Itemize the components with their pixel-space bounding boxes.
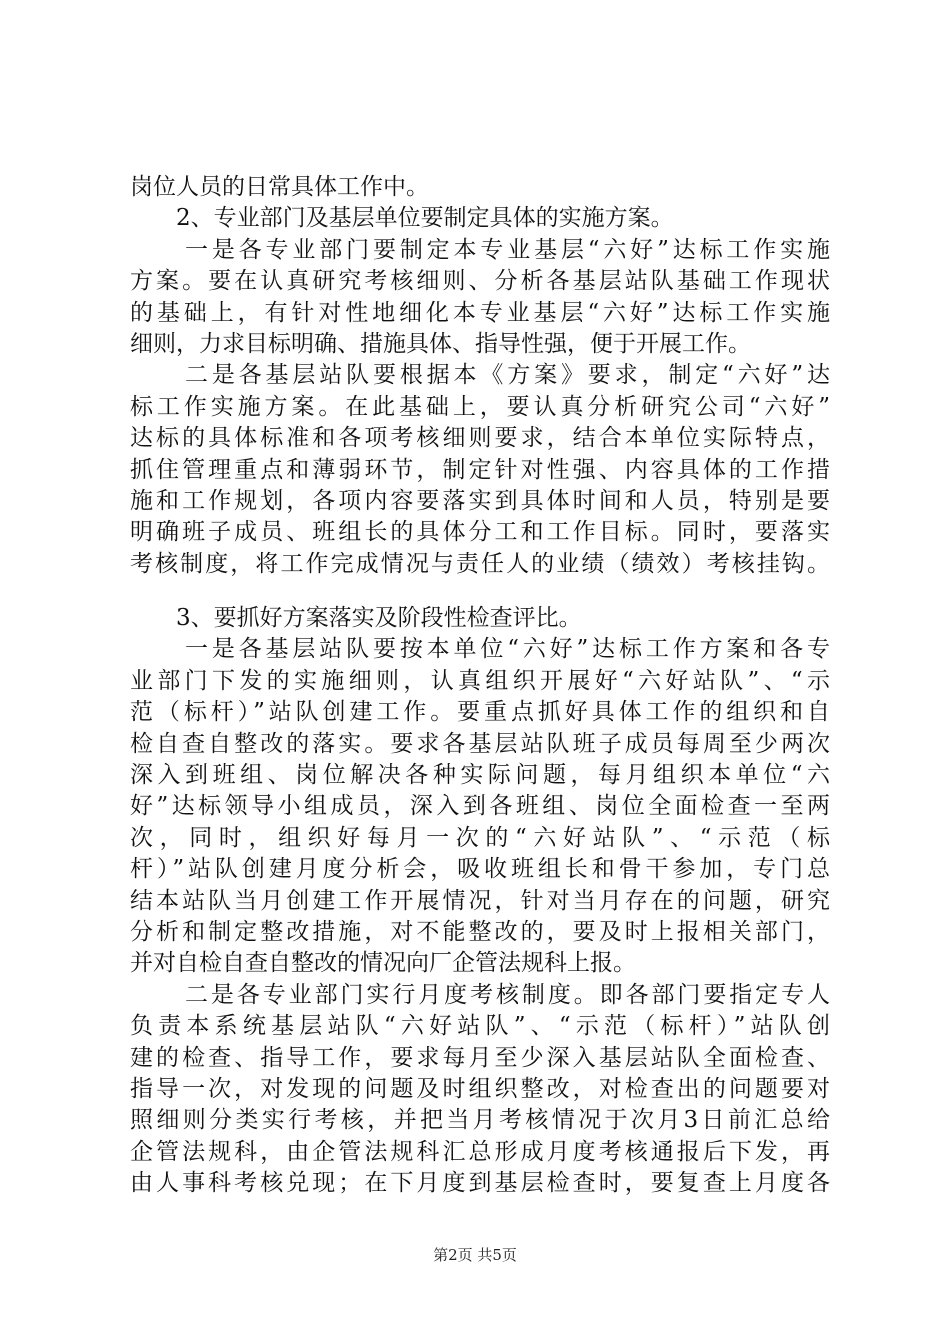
text-line: 好”达标领导小组成员，深入到各班组、岗位全面检查一至两 (130, 793, 830, 820)
text-line: 明确班子成员、班组长的具体分工和工作目标。同时，要落实 (130, 519, 830, 546)
text-line: 方案。要在认真研究考核细则、分析各基层站队基础工作现状 (130, 268, 830, 295)
text-line: 考核制度，将工作完成情况与责任人的业绩（绩效）考核挂钩。 (130, 550, 830, 577)
text-line: 建的检查、指导工作，要求每月至少深入基层站队全面检查、 (130, 1044, 830, 1071)
text-line: 杆）”站队创建月度分析会，吸收班组长和骨干参加，专门总 (130, 856, 830, 883)
text-line: 3、要抓好方案落实及阶段性检查评比。 (176, 605, 582, 632)
page-number-footer: 第2页 共5页 (433, 1246, 517, 1264)
text-line: 业部门下发的实施细则，认真组织开展好“六好站队”、“示 (130, 667, 830, 694)
text-line: 深入到班组、岗位解决各种实际问题，每月组织本单位“六 (130, 762, 830, 789)
text-line: 一是各专业部门要制定本专业基层“六好”达标工作实施 (185, 236, 830, 263)
text-line: 二是各专业部门实行月度考核制度。即各部门要指定专人 (185, 981, 830, 1008)
text-line: 二是各基层站队要根据本《方案》要求，制定“六好”达 (185, 362, 830, 389)
text-line: 2、专业部门及基层单位要制定具体的实施方案。 (176, 205, 674, 232)
text-line: 标工作实施方案。在此基础上，要认真分析研究公司“六好” (130, 393, 830, 420)
text-line: 结本站队当月创建工作开展情况，针对当月存在的问题，研究 (130, 887, 830, 914)
text-line: 照细则分类实行考核，并把当月考核情况于次月3日前汇总给 (130, 1107, 830, 1134)
paragraph-gap (130, 580, 830, 603)
text-line: 并对自检自查自整改的情况向厂企管法规科上报。 (130, 950, 636, 977)
text-line: 施和工作规划，各项内容要落实到具体时间和人员，特别是要 (130, 487, 830, 514)
text-line: 岗位人员的日常具体工作中。 (130, 174, 429, 200)
text-line: 检自查自整改的落实。要求各基层站队班子成员每周至少两次 (130, 730, 830, 757)
text-line: 一是各基层站队要按本单位“六好”达标工作方案和各专 (185, 636, 830, 663)
text-line: 由人事科考核兑现；在下月度到基层检查时，要复查上月度各 (130, 1170, 830, 1197)
text-line: 细则，力求目标明确、措施具体、指导性强，便于开展工作。 (130, 330, 751, 357)
text-line: 企管法规科，由企管法规科汇总形成月度考核通报后下发，再 (130, 1138, 830, 1165)
document-body (130, 172, 830, 1200)
text-line: 达标的具体标准和各项考核细则要求，结合本单位实际特点， (130, 425, 830, 452)
text-line: 次，同时，组织好每月一次的“六好站队”、“示范（标 (130, 824, 830, 851)
text-line: 指导一次，对发现的问题及时组织整改，对检查出的问题要对 (130, 1075, 830, 1102)
text-line: 负责本系统基层站队“六好站队”、“示范（标杆）”站队创 (130, 1013, 830, 1040)
text-line: 抓住管理重点和薄弱环节，制定针对性强、内容具体的工作措 (130, 456, 830, 483)
text-line: 范（标杆）”站队创建工作。要重点抓好具体工作的组织和自 (130, 699, 830, 726)
text-line: 分析和制定整改措施，对不能整改的，要及时上报相关部门， (130, 918, 830, 945)
text-line: 的基础上，有针对性地细化本专业基层“六好”达标工作实施 (130, 299, 830, 326)
